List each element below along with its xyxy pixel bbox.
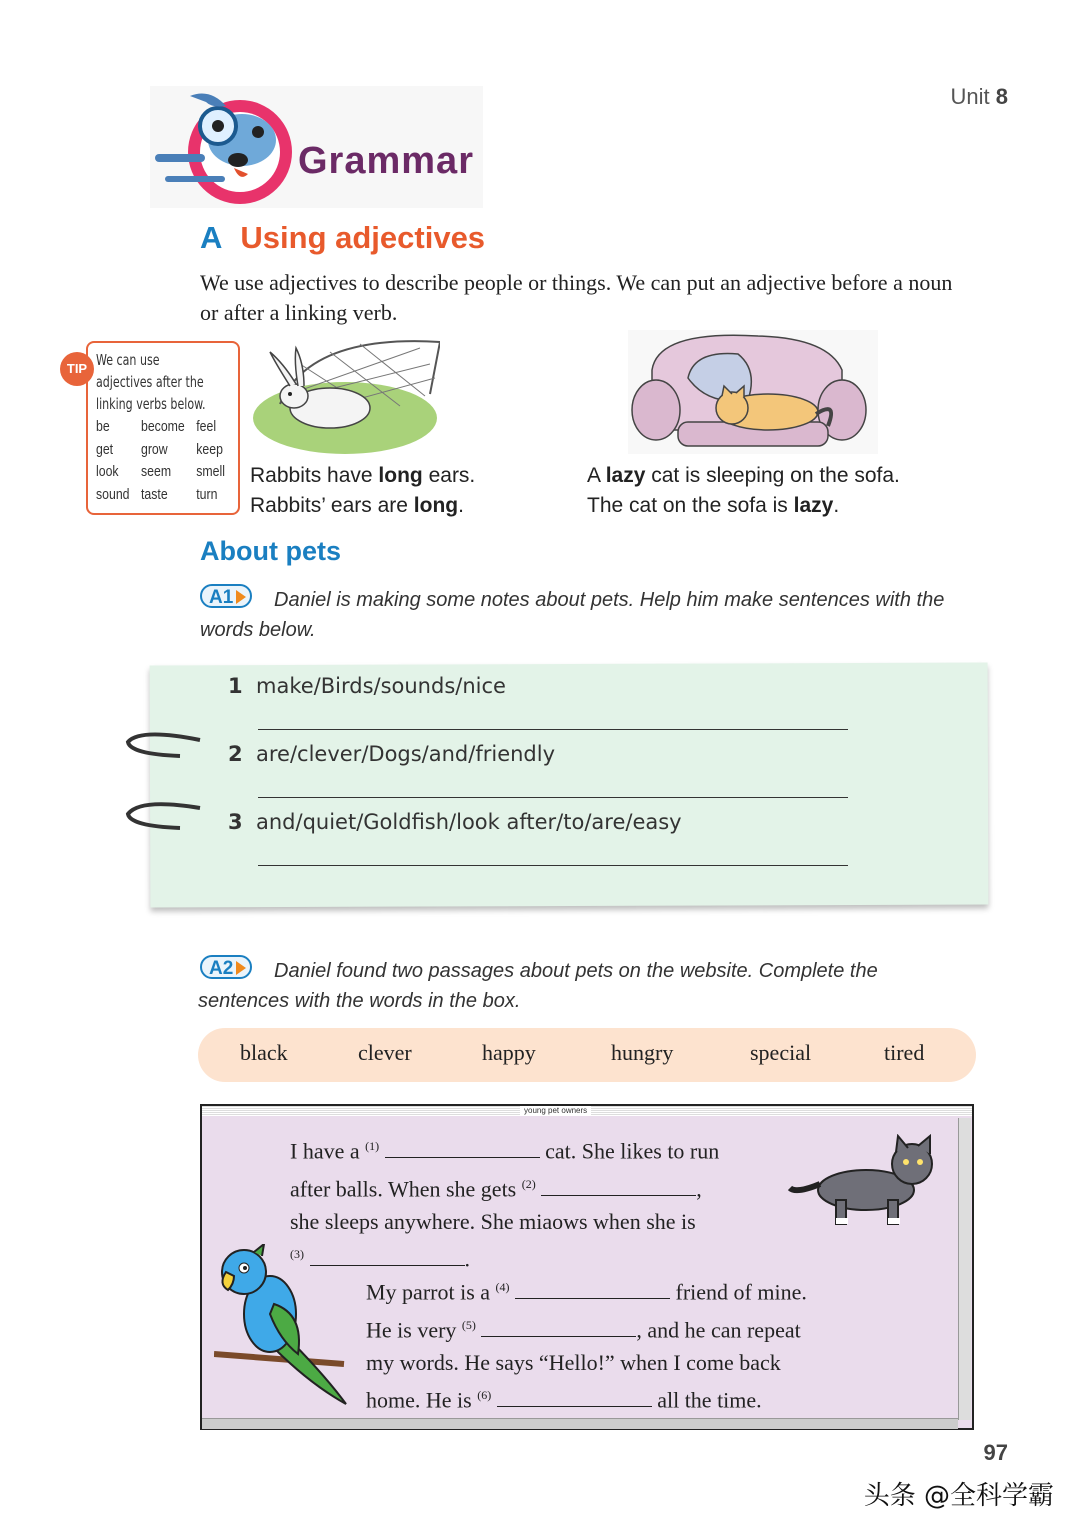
a1-item-2: 2 are/clever/Dogs/and/friendly — [228, 742, 556, 766]
answer-line-1[interactable] — [258, 729, 848, 730]
section-letter: A — [200, 220, 223, 255]
magnifier-dog-logo-icon — [150, 86, 310, 208]
unit-number: 8 — [995, 84, 1008, 109]
tip-text: We can use adjectives after the linking verbs below. — [96, 351, 206, 413]
linking-verbs-table: be become feel get grow keep look seem smell sound taste turn — [96, 418, 225, 503]
grey-cat-illustration — [786, 1134, 946, 1230]
parrot-illustration — [214, 1244, 354, 1408]
rabbit-illustration — [250, 334, 440, 458]
window-scrollbar[interactable] — [958, 1118, 971, 1420]
about-pets-heading: About pets — [200, 536, 341, 566]
passage-parrot: My parrot is a $^{(4)}$ friend of mine. He is very $^{(5)}$ , and he can repeat my words. He says “Hello!” when I come back home. He is $^{(6)}$ all the time. — [366, 1279, 807, 1413]
intro-text: We use adjectives to describe people or things. We can put an adjective before a noun or after a linking verb. — [200, 270, 953, 325]
notebook-panel — [150, 663, 989, 908]
word-tired: tired — [884, 1040, 925, 1065]
grammar-title: Grammar — [298, 140, 474, 182]
tip-badge: TIP — [60, 352, 94, 386]
word-clever: clever — [358, 1040, 412, 1065]
window-status-bar — [202, 1418, 958, 1429]
word-special: special — [750, 1040, 812, 1065]
window-title: young pet owners — [520, 1106, 591, 1115]
a2-instruction: Daniel found two passages about pets on the website. Complete the sentences with the words in the box. — [198, 960, 878, 1012]
a2-badge: A2 — [200, 955, 252, 979]
section-a-heading — [200, 220, 485, 256]
unit-label: Unit 8 — [950, 84, 1008, 109]
page-number: 97 — [983, 1440, 1008, 1465]
cat-on-sofa-illustration — [628, 330, 878, 454]
a1-badge: A1 — [200, 584, 252, 608]
spiral-rings-icon — [120, 728, 220, 838]
word-box — [198, 1028, 976, 1082]
answer-line-3[interactable] — [258, 865, 848, 866]
word-hungry: hungry — [611, 1040, 674, 1065]
word-black: black — [240, 1040, 288, 1065]
watermark: 头条 @全科学霸 — [863, 1481, 1054, 1511]
section-title: Using adjectives — [240, 220, 486, 255]
example-rabbit: Rabbits have long ears. Rabbits’ ears are long. — [250, 464, 476, 517]
a1-item-3: 3 and/quiet/Goldfish/look after/to/are/easy — [228, 810, 682, 834]
answer-line-2[interactable] — [258, 797, 848, 798]
word-happy: happy — [482, 1040, 536, 1065]
a1-item-1: 1 make/Birds/sounds/nice — [228, 674, 506, 698]
example-cat: A lazy cat is sleeping on the sofa. The cat on the sofa is lazy. — [587, 464, 900, 517]
passage-cat: I have a $^{(1)}$ cat. She likes to run after balls. When she gets $^{(2)}$ , she sleeps anywhere. She miaows when she is $^{(3)}$ . — [290, 1138, 720, 1272]
a1-instruction: Daniel is making some notes about pets. Help him make sentences with the words below. — [200, 589, 945, 641]
